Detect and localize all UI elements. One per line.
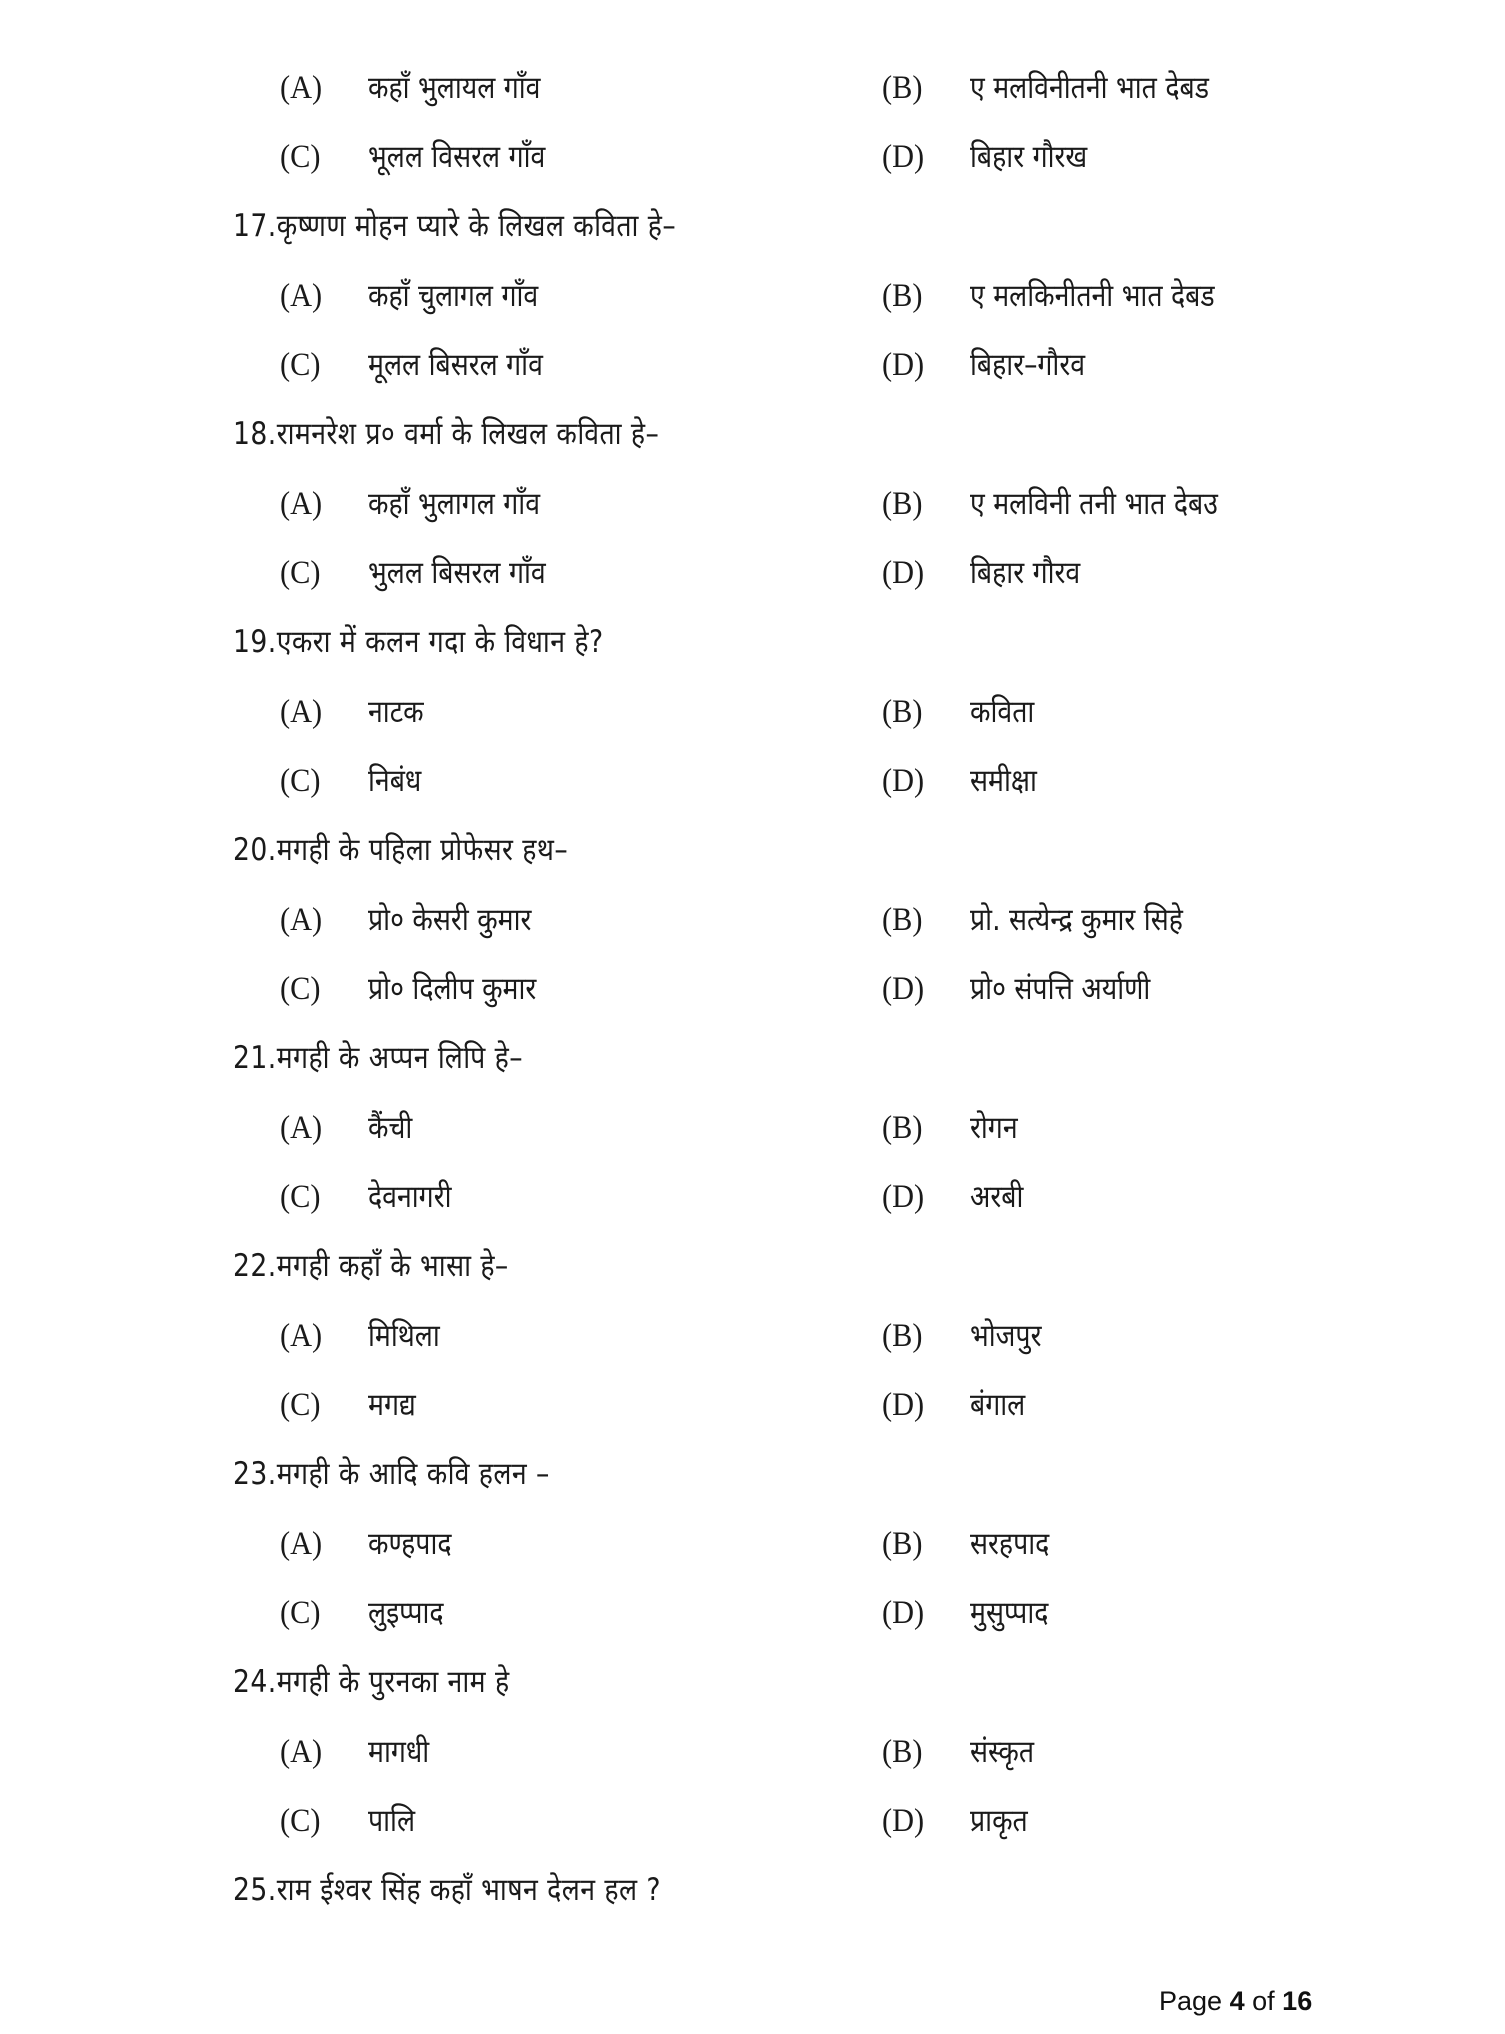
- option-letter: (C): [280, 139, 321, 175]
- option-b: [882, 68, 1248, 108]
- option-b: [882, 900, 1218, 940]
- option-row: [0, 1732, 1505, 1792]
- option-letter: (B): [882, 902, 923, 938]
- option-a: [280, 1524, 465, 1564]
- option-a: [280, 1732, 439, 1772]
- question-row: [0, 1038, 1505, 1098]
- option-row: [0, 345, 1505, 405]
- option-row: [0, 1316, 1505, 1376]
- option-text: कहाँ भुलागल गाँव: [368, 486, 541, 522]
- option-letter: (B): [882, 1318, 923, 1354]
- option-c: [280, 1593, 456, 1633]
- question-row: [0, 1454, 1505, 1514]
- question-18-text: 18.रामनरेश प्र० वर्मा के लिखल कविता हे–: [233, 416, 660, 452]
- question-20-text: 20.मगही के पहिला प्रोफेसर हथ–: [233, 832, 569, 868]
- option-text: प्रो० केसरी कुमार: [368, 902, 532, 938]
- option-row: [0, 969, 1505, 1029]
- option-text: भुलल बिसरल गाँव: [368, 555, 546, 591]
- option-text: निबंध: [368, 763, 422, 799]
- option-letter: (D): [882, 971, 925, 1007]
- option-row: [0, 276, 1505, 336]
- option-text: कहाँ चुलागल गाँव: [368, 278, 539, 314]
- question-17-text: 17.कृष्णण मोहन प्यारे के लिखल कविता हे–: [233, 208, 677, 244]
- option-a: [280, 484, 568, 524]
- option-text: बिहार गौरख: [970, 139, 1088, 175]
- option-d: [882, 345, 1104, 385]
- page-number: [1159, 1986, 1312, 2017]
- option-text: कण्हपाद: [368, 1526, 452, 1562]
- option-row: [0, 68, 1505, 128]
- page-label: Page: [1159, 1986, 1223, 2016]
- question-row: [0, 622, 1505, 682]
- option-row: [0, 1524, 1505, 1584]
- option-row: [0, 553, 1505, 613]
- option-letter: (B): [882, 486, 923, 522]
- option-row: [0, 1385, 1505, 1445]
- option-d: [882, 137, 1106, 177]
- option-letter: (C): [280, 347, 321, 383]
- option-c: [280, 761, 430, 801]
- option-c: [280, 345, 571, 385]
- option-text: भूलल विसरल गाँव: [368, 139, 546, 175]
- option-a: [280, 1108, 420, 1148]
- question-row: [0, 414, 1505, 474]
- option-text: कविता: [970, 694, 1035, 730]
- option-c: [280, 969, 564, 1009]
- option-letter: (A): [280, 278, 323, 314]
- option-letter: (D): [882, 763, 925, 799]
- option-text: ए मलविनी तनी भात देबउ: [970, 486, 1218, 522]
- question-row: [0, 1246, 1505, 1306]
- option-a: [280, 900, 558, 940]
- option-letter: (B): [882, 1734, 923, 1770]
- option-row: [0, 692, 1505, 752]
- option-text: प्रो० दिलीप कुमार: [368, 971, 537, 1007]
- option-letter: (C): [280, 1179, 321, 1215]
- option-letter: (B): [882, 278, 923, 314]
- option-text: पालि: [368, 1803, 416, 1839]
- option-c: [280, 553, 575, 593]
- option-letter: (A): [280, 1734, 323, 1770]
- option-text: देवनागरी: [368, 1179, 452, 1215]
- option-text: सरहपाद: [970, 1526, 1050, 1562]
- option-a: [280, 1316, 451, 1356]
- option-letter: (A): [280, 902, 323, 938]
- option-b: [882, 1732, 1045, 1772]
- option-letter: (A): [280, 694, 323, 730]
- option-text: कैंची: [368, 1110, 413, 1146]
- option-letter: (A): [280, 1110, 323, 1146]
- option-text: समीक्षा: [970, 763, 1037, 799]
- option-letter: (B): [882, 1526, 923, 1562]
- option-text: बिहार–गौरव: [970, 347, 1086, 383]
- option-row: [0, 1593, 1505, 1653]
- option-letter: (D): [882, 139, 925, 175]
- option-b: [882, 1108, 1025, 1148]
- option-text: प्रो० संपत्ति अर्याणी: [970, 971, 1151, 1007]
- option-letter: (A): [280, 70, 323, 106]
- option-d: [882, 1593, 1061, 1633]
- option-letter: (D): [882, 1803, 925, 1839]
- option-letter: (A): [280, 1318, 323, 1354]
- option-row: [0, 1108, 1505, 1168]
- option-text: संस्कृत: [970, 1734, 1035, 1770]
- option-b: [882, 1524, 1062, 1564]
- option-d: [882, 969, 1180, 1009]
- option-b: [882, 1316, 1053, 1356]
- option-text: मुसुप्पाद: [970, 1595, 1049, 1631]
- option-letter: (A): [280, 486, 323, 522]
- option-d: [882, 1177, 1032, 1217]
- option-row: [0, 900, 1505, 960]
- option-text: भोजपुर: [970, 1318, 1042, 1354]
- option-a: [280, 68, 569, 108]
- of-label: of: [1252, 1986, 1275, 2016]
- option-c: [280, 1801, 423, 1841]
- option-letter: (A): [280, 1526, 323, 1562]
- option-text: लुइप्पाद: [368, 1595, 444, 1631]
- option-row: [0, 1177, 1505, 1237]
- option-letter: (D): [882, 347, 925, 383]
- option-c: [280, 1385, 424, 1425]
- option-text: मूलल बिसरल गाँव: [368, 347, 543, 383]
- question-row: [0, 1870, 1505, 1930]
- option-a: [280, 692, 433, 732]
- option-text: रोगन: [970, 1110, 1018, 1146]
- option-text: ए मलविनीतनी भात देबड: [970, 70, 1209, 106]
- current-page: 4: [1229, 1986, 1245, 2016]
- option-letter: (C): [280, 555, 321, 591]
- option-letter: (B): [882, 1110, 923, 1146]
- question-25-text: 25.राम ईश्वर सिंह कहाँ भाषन देलन हल ?: [233, 1872, 661, 1908]
- option-c: [280, 1177, 465, 1217]
- question-row: [0, 1662, 1505, 1722]
- option-row: [0, 1801, 1505, 1861]
- option-letter: (D): [882, 555, 925, 591]
- option-letter: (D): [882, 1595, 925, 1631]
- question-24-text: 24.मगही के पुरनका नाम हे: [233, 1664, 510, 1700]
- total-pages: 16: [1282, 1986, 1313, 2016]
- option-c: [280, 137, 574, 177]
- option-text: अरबी: [970, 1179, 1024, 1215]
- question-row: [0, 830, 1505, 890]
- option-letter: (C): [280, 763, 321, 799]
- option-text: मागधी: [368, 1734, 430, 1770]
- option-letter: (B): [882, 694, 923, 730]
- option-letter: (D): [882, 1387, 925, 1423]
- option-text: मिथिला: [368, 1318, 440, 1354]
- option-text: ए मलकिनीतनी भात देबड: [970, 278, 1215, 314]
- option-text: प्रो. सत्येन्द्र कुमार सिहे: [970, 902, 1183, 938]
- option-text: कहाँ भुलायल गाँव: [368, 70, 541, 106]
- option-d: [882, 761, 1048, 801]
- option-text: नाटक: [368, 694, 424, 730]
- option-text: मगद्य: [368, 1387, 416, 1423]
- option-letter: (D): [882, 1179, 925, 1215]
- question-row: [0, 206, 1505, 266]
- option-d: [882, 1801, 1037, 1841]
- question-23-text: 23.मगही के आदि कवि हलन –: [233, 1456, 550, 1492]
- option-letter: (C): [280, 1387, 321, 1423]
- option-text: प्राकृत: [970, 1803, 1028, 1839]
- question-19-text: 19.एकरा में कलन गदा के विधान हे?: [233, 624, 604, 660]
- question-22-text: 22.मगही कहाँ के भासा हे–: [233, 1248, 509, 1284]
- option-text: बिहार गौरव: [970, 555, 1081, 591]
- option-row: [0, 761, 1505, 821]
- option-d: [882, 553, 1098, 593]
- option-row: [0, 484, 1505, 544]
- option-letter: (C): [280, 971, 321, 1007]
- option-row: [0, 137, 1505, 197]
- option-text: बंगाल: [970, 1387, 1026, 1423]
- question-21-text: 21.मगही के अप्पन लिपि हे–: [233, 1040, 523, 1076]
- option-b: [882, 692, 1045, 732]
- option-b: [882, 484, 1258, 524]
- option-letter: (C): [280, 1595, 321, 1631]
- option-b: [882, 276, 1254, 316]
- option-d: [882, 1385, 1034, 1425]
- option-letter: (C): [280, 1803, 321, 1839]
- option-letter: (B): [882, 70, 923, 106]
- option-a: [280, 276, 566, 316]
